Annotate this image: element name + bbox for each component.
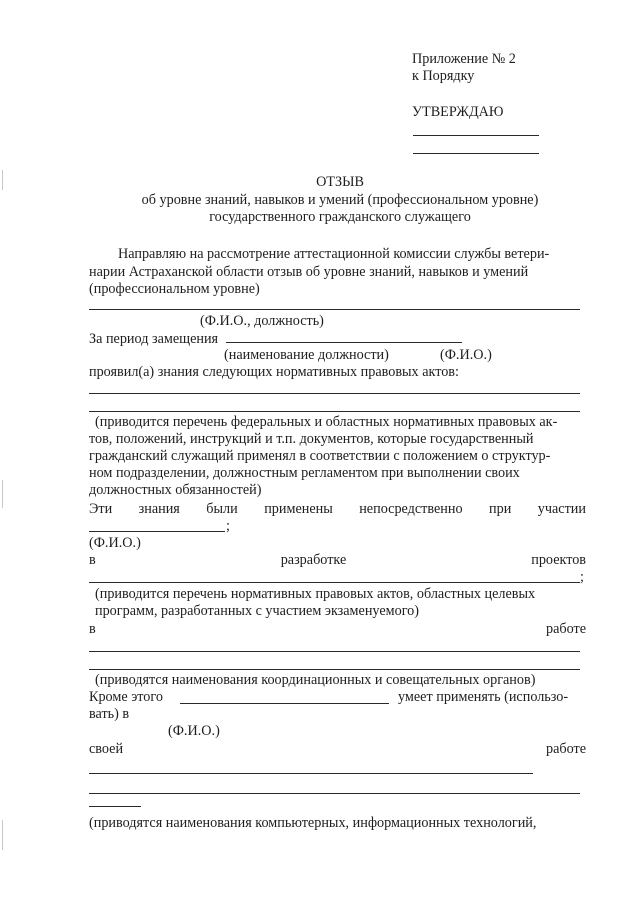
fio-caption: (Ф.И.О.) [440, 347, 492, 363]
hint-line: ном подразделении, должностным регламентом при выполнении своих [89, 465, 520, 481]
fio-blank-short [89, 531, 225, 532]
fio-caption-3: (Ф.И.О.) [168, 723, 220, 739]
order-reference: к Порядку [412, 68, 475, 84]
word: в [89, 621, 96, 637]
paragraph-line: (профессиональном уровне) [89, 281, 260, 297]
work-line-1 [89, 651, 580, 652]
own-work-line-1 [89, 773, 533, 774]
word: своей [89, 741, 124, 757]
fio-position-line [89, 309, 580, 310]
word: Эти [89, 501, 113, 517]
word: при [489, 501, 512, 517]
fio-caption-2: (Ф.И.О.) [89, 535, 141, 551]
document-subtitle-1: об уровне знаний, навыков и умений (профессиональном уровне) [141, 192, 539, 208]
period-label-text: За период замещения [89, 331, 219, 347]
word: участии [537, 501, 586, 517]
approver-line-1 [413, 135, 539, 136]
hint-line: гражданский служащий применял в соответствии с положением о структур- [89, 448, 551, 464]
own-work-line-2 [89, 793, 580, 794]
word: работе [545, 741, 586, 757]
scan-mark [2, 170, 3, 190]
showed-label: проявил(а) знания следующих нормативных правовых актов: [89, 364, 459, 380]
paragraph-line: Направляю на рассмотрение аттестационной комиссии службы ветери- [118, 246, 550, 262]
acts-line-1 [89, 393, 580, 394]
document-subtitle-2: государственного гражданского служащего [209, 209, 471, 225]
fio-position-caption: (Ф.И.О., должность) [200, 313, 324, 329]
besides-text: умеет применять (использо- [398, 689, 569, 705]
development-line [89, 552, 586, 569]
besides-continuation: вать) в [89, 706, 130, 722]
appendix-number: Приложение № 2 [412, 51, 516, 67]
period-label [89, 330, 462, 348]
hint-line: должностных обязанностей) [89, 482, 262, 498]
besides-label: Кроме этого [89, 689, 163, 705]
hint-line: (приводится перечень федеральных и областных нормативных правовых ак- [95, 414, 558, 430]
own-work-line-3 [89, 806, 141, 807]
hint-line: (приводятся наименования компьютерных, информационных технологий, [89, 815, 537, 831]
hint-line: тов, положений, инструкций и т.п. документов, которые государственный [89, 431, 534, 447]
word: проектов [531, 552, 586, 568]
scan-mark [2, 480, 3, 508]
hint-line: программ, разработанных с участием экзаменуемого) [95, 603, 419, 619]
word: были [206, 501, 238, 517]
paragraph-line: нарии Астраханской области отзыв об уровне знаний, навыков и умений [89, 264, 529, 280]
work-line [89, 621, 586, 638]
word: знания [138, 501, 180, 517]
own-work-line [89, 741, 586, 758]
besides-blank [180, 703, 389, 704]
position-name-caption: (наименование должности) [224, 347, 389, 363]
scan-mark [2, 820, 3, 850]
hint-line: (приводятся наименования координационных и совещательных органов) [95, 672, 536, 688]
semicolon: ; [226, 518, 230, 534]
acts-line-2 [89, 411, 580, 412]
approve-heading: УТВЕРЖДАЮ [412, 104, 504, 120]
word: работе [545, 621, 586, 637]
word: разработке [280, 552, 347, 568]
semicolon-2: ; [580, 569, 584, 585]
projects-line [89, 582, 580, 583]
word: применены [264, 501, 333, 517]
position-blank [226, 330, 462, 343]
word: непосредственно [359, 501, 463, 517]
approver-line-2 [413, 153, 539, 154]
applied-line [89, 501, 586, 518]
hint-line: (приводится перечень нормативных правовых актов, областных целевых [95, 586, 536, 602]
work-line-2 [89, 669, 580, 670]
document-title: ОТЗЫВ [316, 174, 364, 190]
word: в [89, 552, 96, 568]
